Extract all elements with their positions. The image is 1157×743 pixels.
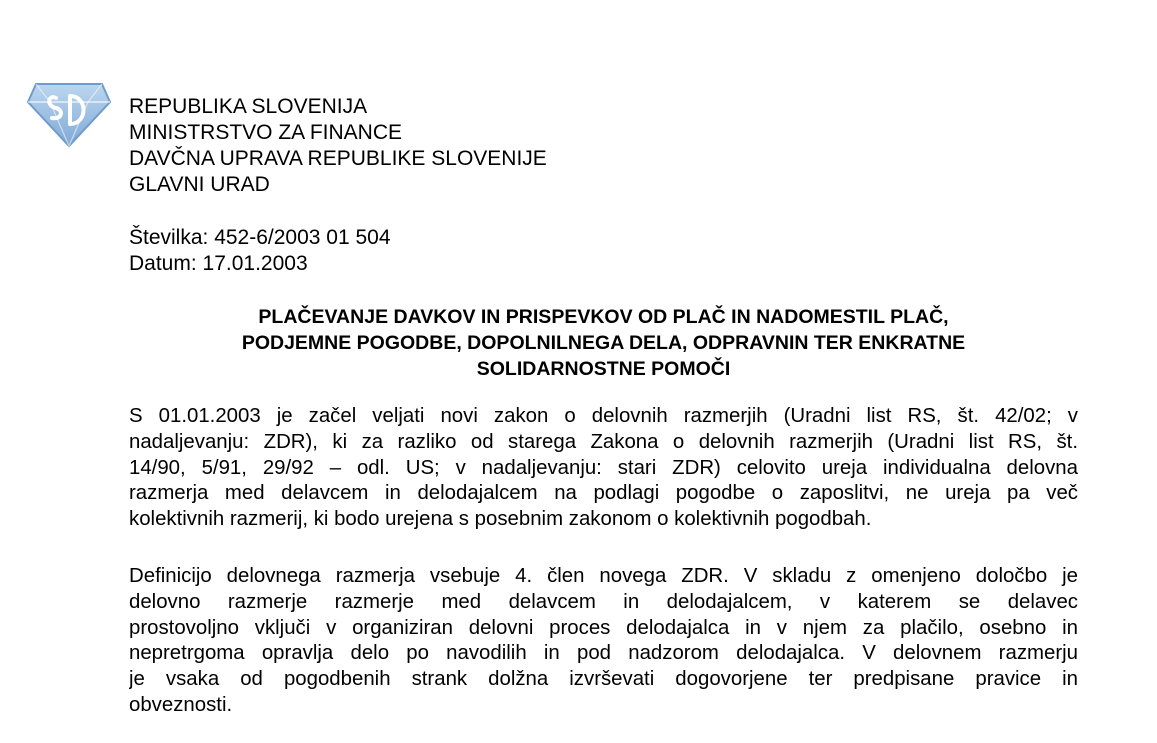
body-paragraph-2 <box>129 564 1078 719</box>
paragraph-line: nepretrgoma opravlja delo po navodilih in pod nadzorom delodajalca. V delovnem razmerju <box>129 642 1078 665</box>
paragraph-line: obveznosti. <box>129 693 233 716</box>
durs-logo <box>26 76 112 148</box>
paragraph-line: 14/90, 5/91, 29/92 – odl. US; v nadaljevanju: stari ZDR) celovito ureja individualna delovna <box>129 456 1078 479</box>
header-line-ministry: MINISTRSTVO ZA FINANCE <box>129 121 403 144</box>
paragraph-line: kolektivnih razmerij, ki bodo urejena s posebnim zakonom o kolektivnih pogodbah. <box>129 508 872 531</box>
header-line-tax-administration: DAVČNA UPRAVA REPUBLIKE SLOVENIJE <box>129 147 547 170</box>
title-line: PODJEMNE POGODBE, DOPOLNILNEGA DELA, ODPRAVNIN TER ENKRATNE <box>241 332 966 354</box>
diamond-logo-icon <box>26 76 112 148</box>
title-line: SOLIDARNOSTNE POMOČI <box>476 358 731 380</box>
document-meta <box>129 225 391 277</box>
institution-header <box>129 94 547 198</box>
document-number: Številka: 452-6/2003 01 504 <box>129 226 391 249</box>
body-paragraph-1 <box>129 404 1078 533</box>
document-title <box>129 304 1078 382</box>
header-line-head-office: GLAVNI URAD <box>129 173 270 196</box>
header-line-republic: REPUBLIKA SLOVENIJA <box>129 95 368 118</box>
paragraph-line: prostovoljno vključi v organiziran delovni proces delodajalca in v njem za plačilo, osebno in <box>129 616 1078 639</box>
paragraph-line: nadaljevanju: ZDR), ki za razliko od starega Zakona o delovnih razmerjih (Uradni list RS, št. <box>129 430 1078 453</box>
title-line: PLAČEVANJE DAVKOV IN PRISPEVKOV OD PLAČ IN NADOMESTIL PLAČ, <box>258 306 949 328</box>
paragraph-line: je vsaka od pogodbenih strank dolžna izvrševati dogovorjene ter predpisane pravice in <box>129 668 1078 691</box>
paragraph-line: razmerja med delavcem in delodajalcem na podlagi pogodbe o zaposlitvi, ne ureja pa več <box>129 482 1078 505</box>
paragraph-line: Definicijo delovnega razmerja vsebuje 4. člen novega ZDR. V skladu z omenjeno določbo je <box>129 565 1078 587</box>
paragraph-line: S 01.01.2003 je začel veljati novi zakon o delovnih razmerjih (Uradni list RS, št. 42/02; v <box>129 405 1078 427</box>
document-date: Datum: 17.01.2003 <box>129 252 308 275</box>
paragraph-line: delovno razmerje razmerje med delavcem in delodajalcem, v katerem se delavec <box>129 590 1078 613</box>
